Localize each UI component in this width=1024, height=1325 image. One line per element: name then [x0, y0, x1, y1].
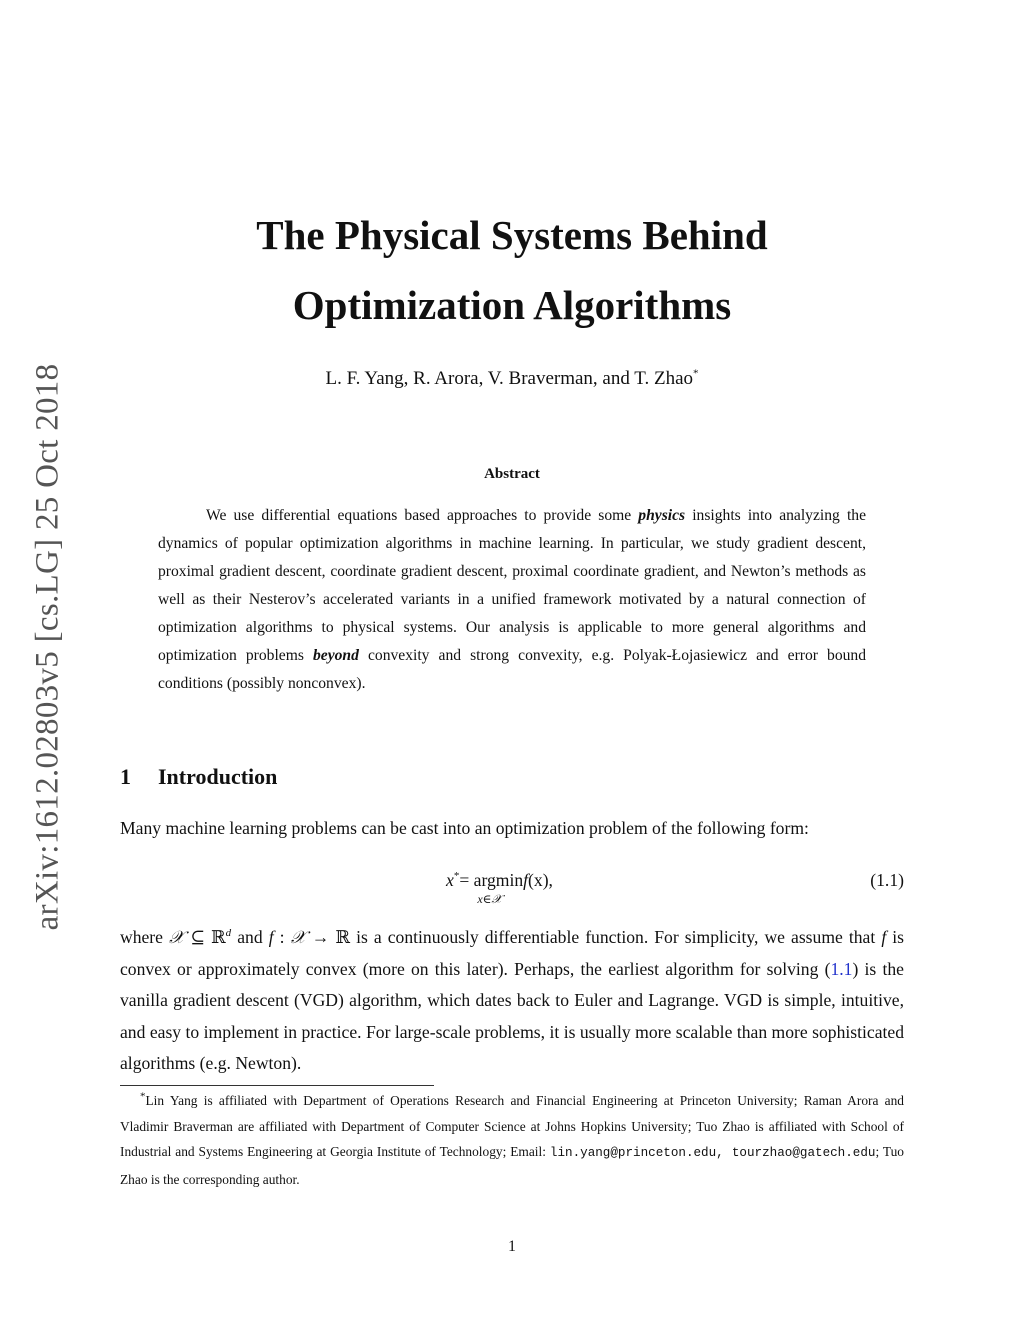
intro-paragraph-1: Many machine learning problems can be cast into an optimization problem of the following form: — [120, 818, 809, 838]
title-line-2: Optimization Algorithms — [292, 282, 732, 328]
abstract-emphasis-physics: physics — [638, 507, 686, 524]
section-heading — [120, 764, 277, 790]
equation-number: (1.1) — [870, 870, 904, 890]
p2-text: ⊆ ℝ — [184, 927, 226, 947]
p2-math: 𝒳 — [290, 927, 306, 947]
p2-math: 𝒳 — [169, 927, 185, 947]
footnote-text: Lin Yang is affiliated with Department of Operations Research and Financial Engineering at Princeton University; Raman Arora and Vladimir Braverman are affiliated with Department of Computer Science at Johns Hopkins University; Tuo Zhao is affiliated with School of Industrial and Systems Engineering at Georgia Institute of Technology; Email: — [120, 1093, 904, 1159]
page-number: 1 — [508, 1238, 516, 1255]
p2-text: : — [273, 927, 291, 947]
eq-lhs: x — [446, 870, 454, 890]
paper-title — [0, 200, 1024, 340]
p2-text: ) is the vanilla gradient descent (VGD) algorithm, which dates back to Euler and Lagrange. VGD is simple, intuitive, and easy to implement in practice. For large-scale problems, it is usually more scalable than more sophisticated algorithms (e.g. Newton). — [120, 958, 904, 1073]
section-number: 1 — [120, 764, 131, 789]
abstract-heading: Abstract — [484, 466, 540, 482]
equation-body — [446, 870, 553, 906]
title-line-1: The Physical Systems Behind — [256, 212, 768, 258]
eq-func: f — [523, 870, 529, 890]
footnote — [120, 1088, 904, 1192]
p2-text: and — [231, 927, 269, 947]
p2-text: → ℝ is a continuously differentiable function. For simplicity, we assume that — [305, 927, 882, 947]
p2-text: where — [120, 927, 170, 947]
eq-argmin — [459, 870, 524, 906]
eq-subscript: x∈𝒳 — [477, 892, 502, 906]
arxiv-sidebar — [27, 354, 69, 940]
p2-text: is convex or approximately convex (more on this later). Perhaps, the earliest algorithm for solving ( — [120, 927, 904, 979]
abstract-body — [158, 502, 866, 698]
abstract-text-1: We use differential equations based approaches to provide some — [206, 507, 639, 524]
abstract-emphasis-beyond: beyond — [313, 647, 359, 664]
footnote-tail: ; Tuo Zhao is the corresponding author. — [120, 1144, 904, 1187]
author-list — [0, 368, 1024, 390]
section-title: Introduction — [158, 764, 278, 789]
intro-paragraph-2 — [120, 922, 904, 1080]
arxiv-identifier: arXiv:1612.02803v5 [cs.LG] 25 Oct 2018 — [29, 363, 66, 931]
equation-1-1 — [0, 866, 1024, 912]
footnote-emails: lin.yang@princeton.edu, tourzhao@gatech.edu — [549, 1146, 876, 1160]
abstract-text-3: convexity and strong convexity, e.g. Polyak-Łojasiewicz and error bound conditions (possibly nonconvex). — [158, 647, 867, 692]
author-footnote-mark[interactable]: * — [693, 367, 699, 380]
footnote-divider — [120, 1085, 434, 1086]
eq-arg: (x), — [528, 870, 553, 890]
footnote-mark: * — [140, 1090, 146, 1103]
abstract-text-2: insights into analyzing the dynamics of popular optimization algorithms in machine learning. In particular, we study gradient descent, proximal gradient descent, coordinate gradient descent, proximal coordinate gradient, and Newton’s methods as well as their Nesterov’s accelerated variants in a unified framework motivated by a natural connection of optimization algorithms to physical systems. Our analysis is applicable to more general algorithms and optimization problems — [158, 507, 866, 664]
eq-rel: = argmin — [459, 870, 524, 890]
p2-math: f — [881, 927, 887, 947]
equation-reference-link[interactable]: 1.1 — [830, 958, 853, 979]
eq-lhs-sup: * — [453, 870, 460, 883]
p2-math-sup: d — [225, 927, 232, 940]
p2-math: f — [268, 927, 274, 947]
author-names: L. F. Yang, R. Arora, V. Braverman, and T. Zhao — [325, 368, 694, 389]
